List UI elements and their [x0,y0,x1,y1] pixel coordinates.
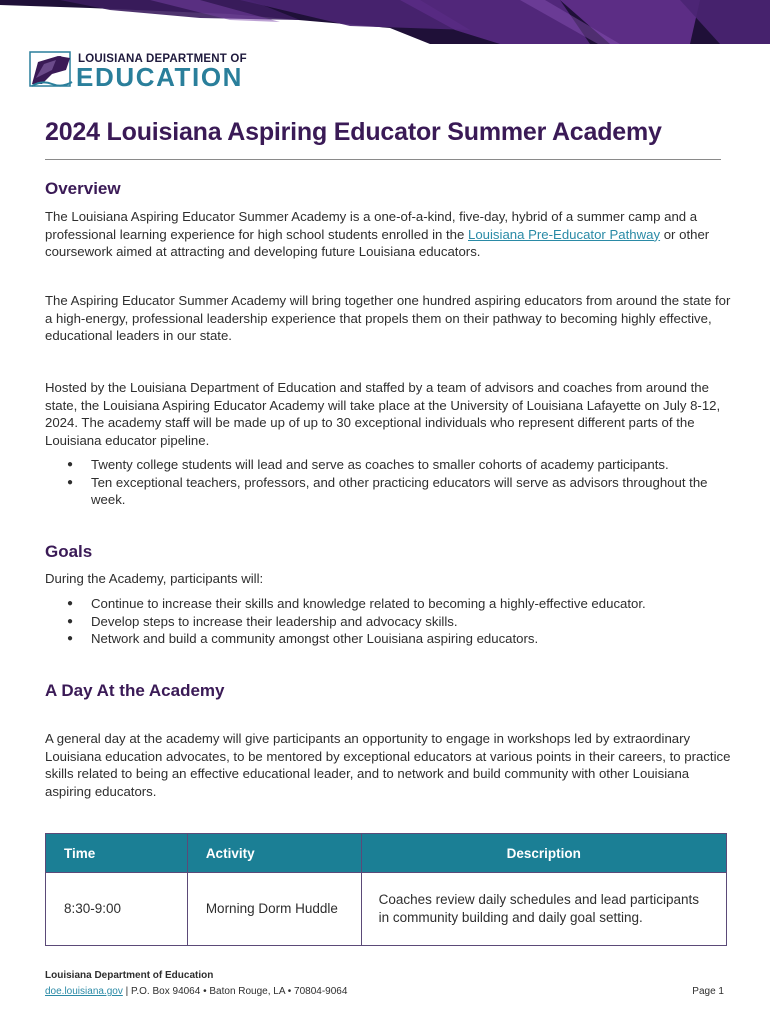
list-item: ● Continue to increase their skills and knowledge related to becoming a highly-effective educator. [45,595,735,613]
day-heading: A Day At the Academy [45,681,225,700]
day-paragraph: A general day at the academy will give participants an opportunity to engage in workshops led by extraordinary Louisiana education advocates, to be mentored by exceptional educators at various points in their careers, to practice skills related to being an effective educational leader, and to network and build community with other Louisiana aspiring educators. [45,731,731,799]
footer-org: Louisiana Department of Education [45,970,214,981]
logo-line1: LOUISIANA DEPARTMENT OF [78,53,247,65]
overview-paragraph-3: Hosted by the Louisiana Department of Education and staffed by a team of advisors and coaches from around the state, the Louisiana Aspiring Educator Academy will take place at the University of Louisiana Lafayette on July 8-12, 2024. The academy staff will be made up of up to 30 exceptional individuals who represent different parts of the Louisiana educator pipeline. [45,380,721,448]
goals-list [45,595,735,648]
header-time: Time [46,834,188,873]
logo-line2: EDUCATION [76,62,244,92]
cell-description: Coaches review daily schedules and lead participants in community building and daily goal setting. [361,873,726,946]
pre-educator-pathway-link[interactable]: Louisiana Pre-Educator Pathway [468,226,661,242]
cell-activity: Morning Dorm Huddle [187,873,361,946]
table-row [46,873,727,946]
overview-heading: Overview [45,179,121,198]
footer-website-link[interactable]: doe.louisiana.gov [45,986,123,997]
goals-heading: Goals [45,542,93,561]
list-item: ● Ten exceptional teachers, professors, and other practicing educators will serve as advisors throughout the week. [45,474,735,509]
page-title: 2024 Louisiana Aspiring Educator Summer Academy [45,118,662,146]
table-header-row [46,834,727,873]
page-number: Page 1 [692,986,724,997]
schedule-table [45,833,727,946]
footer-address: doe.louisiana.gov | P.O. Box 94064 • Baton Rouge, LA • 70804-9064 [45,986,348,997]
list-item: ● Twenty college students will lead and serve as coaches to smaller cohorts of academy participants. [45,456,735,474]
list-item: ● Network and build a community amongst other Louisiana aspiring educators. [45,630,735,648]
goals-intro: During the Academy, participants will: [45,571,264,586]
staff-list [45,456,735,509]
overview-paragraph-1: The Louisiana Aspiring Educator Summer Academy is a one-of-a-kind, five-day, hybrid of a summer camp and a professional learning experience for high school students enrolled in the Louisiana Pre-Educator Pathway or other coursework aimed at attracting and developing future Louisiana educators. [45,209,710,259]
header-banner [0,0,770,44]
list-item: ● Develop steps to increase their leadership and advocacy skills. [45,613,735,631]
header-description: Description [361,834,726,873]
cell-time: 8:30-9:00 [46,873,188,946]
overview-paragraph-2: The Aspiring Educator Summer Academy will bring together one hundred aspiring educators from around the state for a high-energy, professional leadership experience that propels them on their pathway to becoming highly effective, educational leaders in our state. [45,293,731,343]
header-activity: Activity [187,834,361,873]
pelican-logo-icon [28,48,74,90]
title-divider [45,159,721,160]
ldoe-logo[interactable] [28,48,258,94]
